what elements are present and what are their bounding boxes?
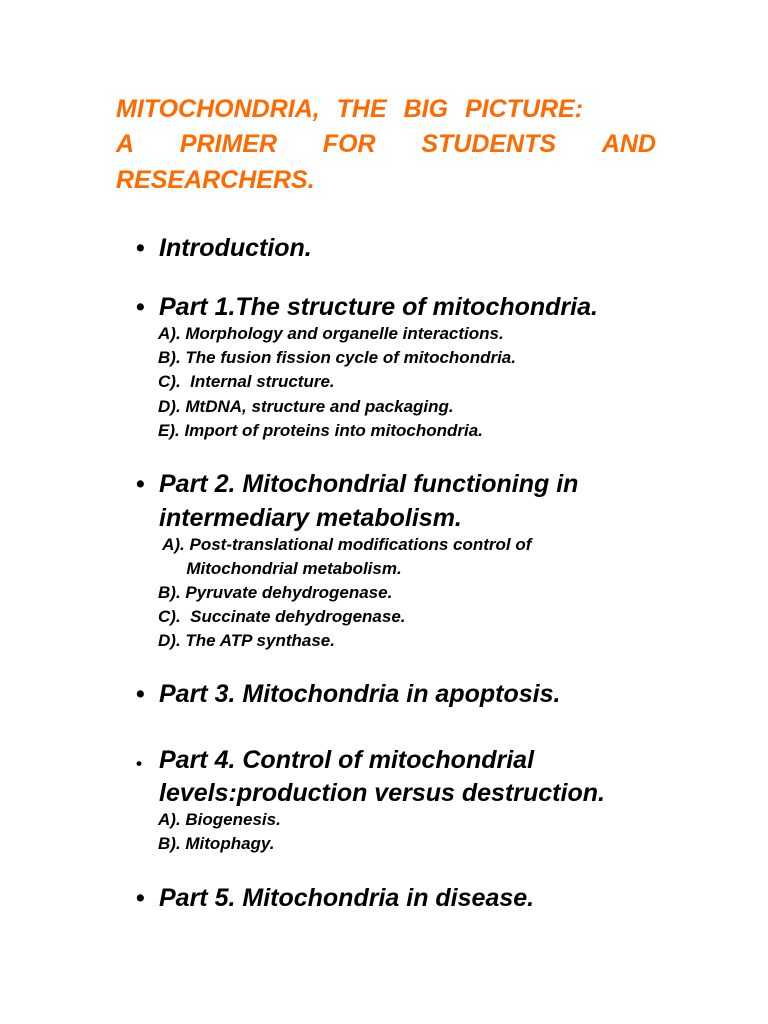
title-line-3: RESEARCHERS. bbox=[116, 166, 315, 194]
subitem: Mitochondrial metabolism. bbox=[158, 559, 402, 578]
section-heading-continued: levels:production versus destruction. bbox=[159, 779, 605, 807]
bullet-dot: • bbox=[136, 470, 145, 498]
bullet-dot: • bbox=[136, 754, 142, 773]
title-word: PRIMER bbox=[179, 130, 278, 158]
title-line-2 bbox=[116, 132, 656, 157]
subitem: B). Mitophagy. bbox=[158, 834, 275, 853]
section-heading: Introduction. bbox=[159, 234, 312, 262]
subitem: A). Post-translational modifications control of bbox=[158, 535, 532, 554]
subitem: C). Internal structure. bbox=[158, 372, 335, 391]
section-heading: Part 1.The structure of mitochondria. bbox=[159, 293, 598, 321]
bullet-dot: • bbox=[136, 680, 145, 708]
section-heading: Part 4. Control of mitochondrial bbox=[159, 746, 535, 774]
subitem: B). The fusion fission cycle of mitochondria. bbox=[158, 348, 516, 367]
bullet-dot: • bbox=[136, 884, 145, 912]
section-heading: Part 2. Mitochondrial functioning in bbox=[159, 470, 579, 498]
title-word: A bbox=[116, 130, 135, 158]
section-heading-continued: intermediary metabolism. bbox=[159, 504, 462, 532]
title-word: AND bbox=[601, 130, 656, 158]
subitem: A). Morphology and organelle interactions. bbox=[158, 324, 504, 343]
subitem: E). Import of proteins into mitochondria. bbox=[158, 421, 483, 440]
subitem: D). The ATP synthase. bbox=[158, 631, 335, 650]
subitem: D). MtDNA, structure and packaging. bbox=[158, 397, 454, 416]
section-heading: Part 5. Mitochondria in disease. bbox=[159, 884, 535, 912]
subitem: A). Biogenesis. bbox=[158, 810, 281, 829]
subitem: B). Pyruvate dehydrogenase. bbox=[158, 583, 393, 602]
subitem: C). Succinate dehydrogenase. bbox=[158, 607, 406, 626]
bullet-dot: • bbox=[136, 293, 145, 321]
section-heading: Part 3. Mitochondria in apoptosis. bbox=[159, 680, 561, 708]
title-line-1: MITOCHONDRIA, THE BIG PICTURE: bbox=[116, 95, 584, 123]
title-word: STUDENTS bbox=[421, 130, 557, 158]
bullet-dot: • bbox=[136, 234, 145, 262]
title-word: FOR bbox=[322, 130, 376, 158]
